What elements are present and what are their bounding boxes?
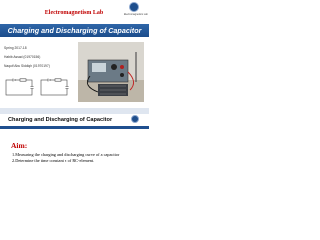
semester-text: Spring 2017-18	[4, 46, 27, 50]
lab-equipment-photo	[78, 42, 144, 102]
logo-caption: Electromagnetism Lab	[124, 13, 148, 16]
header-band	[0, 108, 149, 114]
document-page	[0, 0, 149, 198]
member-1-text: Habib Assad (01970156)	[4, 55, 41, 59]
member-2-text: Naquif Abu Siddiqh (01970197)	[4, 64, 50, 68]
rc-circuit-diagram	[3, 76, 71, 98]
slide-title: Charging and Discharging of Capacitor	[8, 117, 113, 123]
banner-title: Charging and Discharging of Capacitor	[7, 26, 142, 35]
logo-emblem-small	[131, 115, 139, 123]
aim-item-1: 1.Measuring the charging and discharging curve of a capacitor	[12, 152, 120, 157]
aim-slide	[0, 108, 149, 198]
title-divider	[0, 126, 149, 129]
lab-title: Electromagnetism Lab	[44, 10, 104, 16]
university-logo-small-icon	[128, 115, 142, 125]
aim-heading: Aim:	[11, 141, 28, 150]
university-logo-icon	[124, 2, 148, 20]
logo-emblem	[129, 2, 139, 12]
title-slide	[0, 0, 149, 104]
title-banner	[0, 24, 149, 37]
aim-item-2: 2.Determine the time constant τ of RC-element.	[12, 158, 95, 163]
